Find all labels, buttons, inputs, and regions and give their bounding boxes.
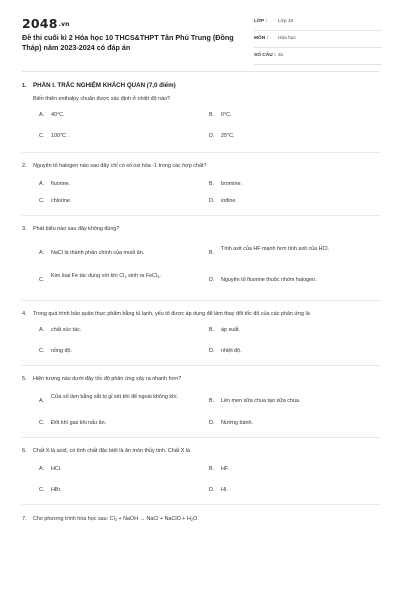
options: A. fluorine. B. bromine. C. chlorine. D. iodine. xyxy=(39,181,242,204)
meta-class: LỚP : Lớp 10 xyxy=(254,17,382,31)
meta-subject: MÔN : Hóa học xyxy=(254,34,382,48)
question-text: Hiện tượng nào dưới đây tốc độ phản ứng xảy ra nhanh hơn? xyxy=(33,376,182,382)
question-5: 5. Hiện tượng nào dưới đây tốc độ phản ứng xảy ra nhanh hơn? A. Cửa sổ làm bằng sắt bị gỉ sét khi để ngoài không khí. B. Lên men sữa chua tạo sữa chua. C. Đốt khí gas khi nấu ăn. D. Nướng bánh. xyxy=(22,375,380,438)
meta-question-count: SỐ CÂU : 31 xyxy=(254,51,382,65)
options: A. Cửa sổ làm bằng sắt bị gỉ sét khi để ngoài không khí. B. Lên men sữa chua tạo sữa chua. C. Đốt khí gas khi nấu ăn. D. Nướng bánh. xyxy=(39,394,301,426)
question-1 xyxy=(22,95,380,153)
options: A. NaCl là thành phần chính của muối ăn. B. Tính axit của HF mạnh hơn tính axit của HCl. C. Kim loại Fe tác dụng với khí $Cl_2$ sinh ra FeCl$_3$. D. Nguyên tố fluorine thuộc nhóm halogen. xyxy=(39,246,330,283)
question-text: Phát biểu nào sau đây không đúng? xyxy=(33,226,120,232)
question-7: 7. Cho phương trình hóa học sau: $Cl_2$ + NaOH → NaCl + NaClO + $H_2O$ xyxy=(22,516,198,522)
question-text: Trong quá trình bảo quản thực phẩm bằng tủ lạnh, yếu tố được áp dụng để làm thay đổi tốc độ của các phản ứng là xyxy=(33,311,310,317)
question-text: Biến thiên enthalpy chuẩn được xác định ở nhiệt độ nào? xyxy=(33,96,171,102)
meta-panel xyxy=(254,17,382,68)
document-title: Đề thi cuối kì 2 Hóa học 10 THCS&THPT Tân Phú Trung (Đồng Tháp) năm 2023-2024 có đáp án xyxy=(22,33,234,52)
question-4: 4. Trong quá trình bảo quản thực phẩm bằng tủ lạnh, yếu tố được áp dụng để làm thay đổi tốc độ của các phản ứng là A. chất xúc tác. B. áp suất. C. nồng độ. D. nhiệt độ. xyxy=(22,310,380,366)
question-text: Nguyên tố halogen nào sau đây chỉ có số oxi hóa -1 trong các hợp chất? xyxy=(33,163,207,169)
exam-content xyxy=(22,80,380,524)
option-c-text: Kim loại Fe tác dụng với khí $Cl_2$ sinh ra FeCl$_3$. xyxy=(51,273,161,279)
question-text: Cho phương trình hóa học sau: $Cl_2$ + NaOH → NaCl + NaClO + $H_2O$ xyxy=(33,516,198,522)
site-logo[interactable]: 2048.vn xyxy=(22,16,70,31)
options: A. HCl. B. HF. C. HBr. D. HI. xyxy=(39,466,230,493)
question-6: 6. Chất X là acid, có tính chất đặc biệt là ăn mòn thủy tinh. Chất X là A. HCl. B. HF. C. HBr. D. HI. xyxy=(22,447,380,505)
question-2: 2. Nguyên tố halogen nào sau đây chỉ có số oxi hóa -1 trong các hợp chất? A. fluorine. B. bromine. C. chlorine. D. iodine. xyxy=(22,162,380,216)
question-text: Chất X là acid, có tính chất đặc biệt là ăn mòn thủy tinh. Chất X là xyxy=(33,448,191,454)
section-title: 1. PHẦN I. TRẮC NGHIỆM KHÁCH QUAN (7,0 điểm) xyxy=(22,82,176,89)
header-divider xyxy=(22,71,380,72)
options: A. chất xúc tác. B. áp suất. C. nồng độ. D. nhiệt độ. xyxy=(39,327,242,354)
document-header xyxy=(22,14,382,70)
question-3: 3. Phát biểu nào sau đây không đúng? A. NaCl là thành phần chính của muối ăn. B. Tính axit của HF mạnh hơn tính axit của HCl. C. Kim loại Fe tác dụng với khí $Cl_2$ sinh ra FeCl$_3$. D. Nguyên tố fluorine thuộc nhóm halogen. xyxy=(22,225,380,301)
options: A. 40°C. B. 0°C. C. 100°C . D. 25°C. xyxy=(39,112,235,139)
